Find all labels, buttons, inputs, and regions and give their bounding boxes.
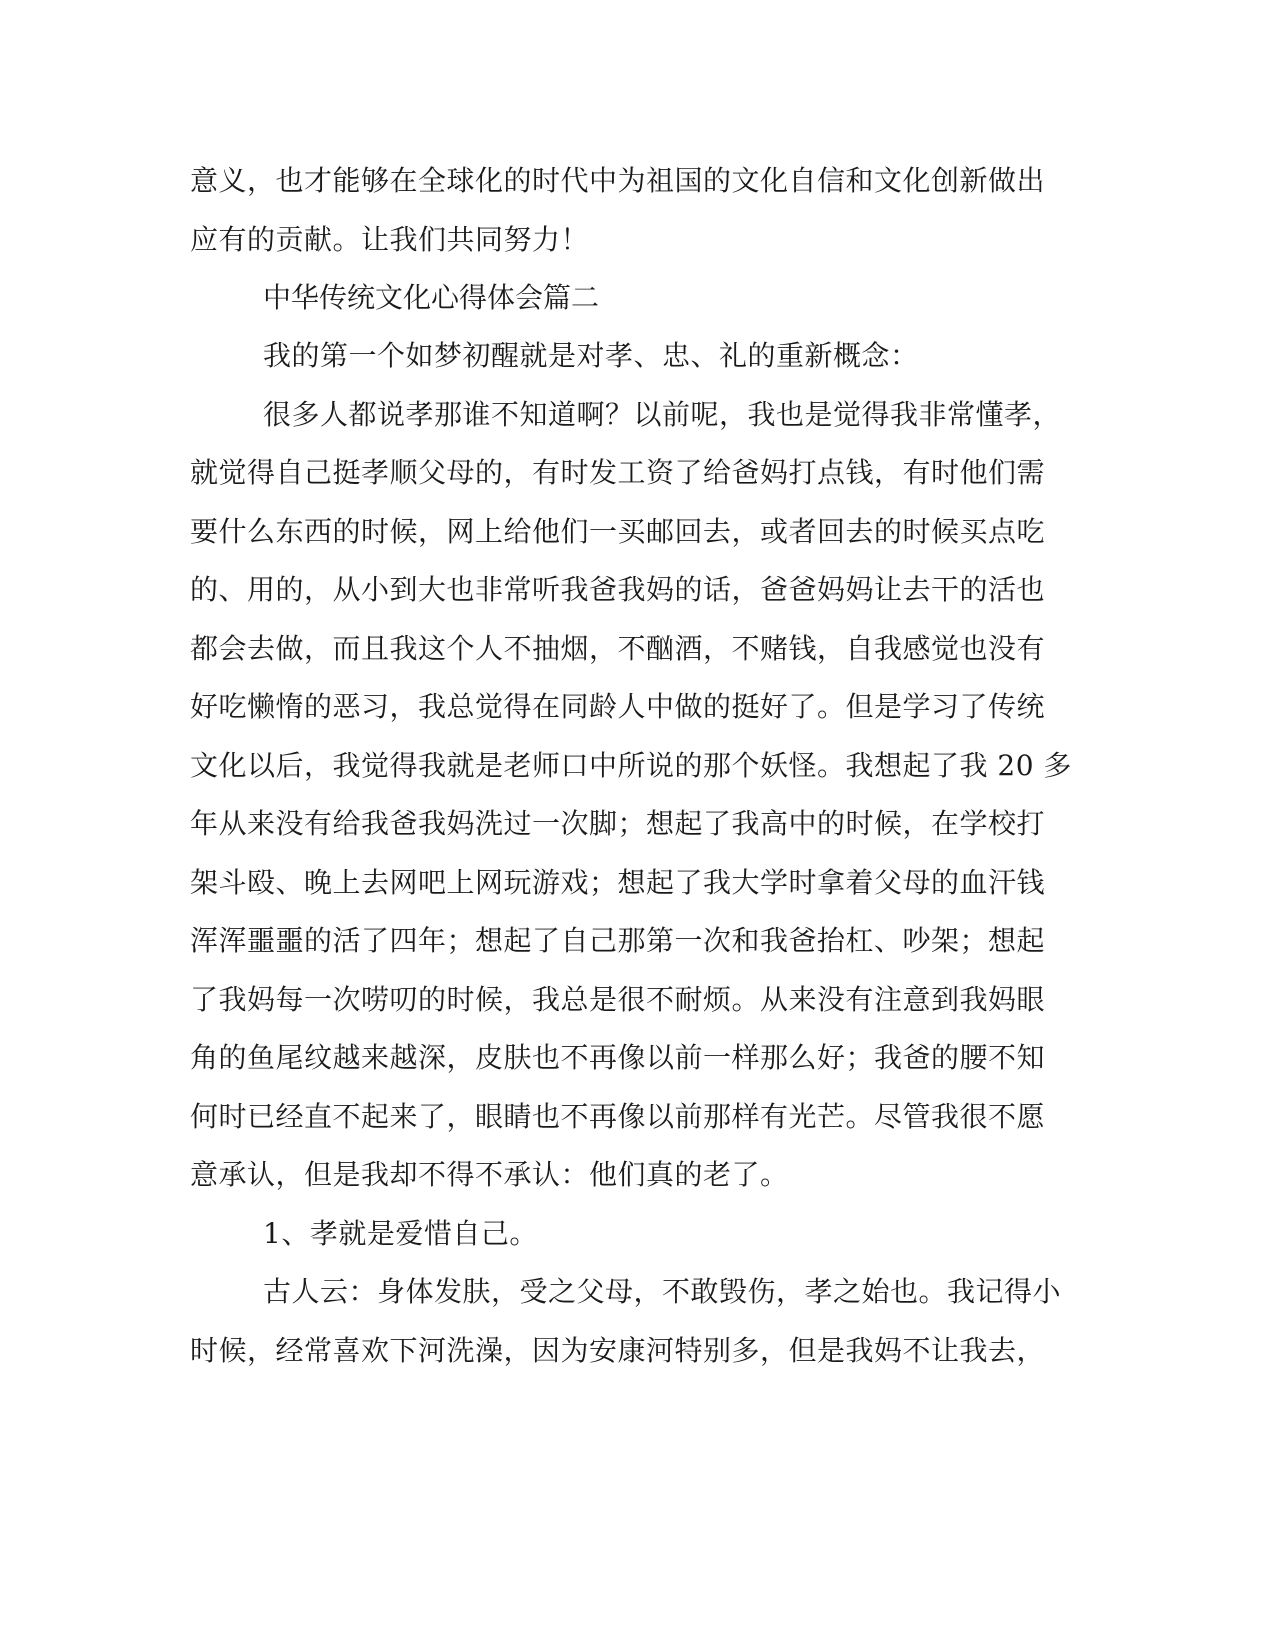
paragraph-line: 浑浑噩噩的活了四年；想起了自己那第一次和我爸抬杠、吵架；想起: [190, 924, 1046, 957]
paragraph-line: 架斗殴、晚上去网吧上网玩游戏；想起了我大学时拿着父母的血汗钱: [190, 866, 1046, 899]
paragraph-line: 年从来没有给我爸我妈洗过一次脚；想起了我高中的时候，在学校打: [190, 807, 1046, 840]
paragraph-line: 古人云：身体发肤，受之父母，不敢毁伤，孝之始也。我记得小: [263, 1275, 1062, 1308]
paragraph-line: 我的第一个如梦初醒就是对孝、忠、礼的重新概念：: [263, 339, 919, 372]
paragraph-line: 好吃懒惰的恶习，我总觉得在同龄人中做的挺好了。但是学习了传统: [190, 690, 1046, 723]
paragraph-line: 就觉得自己挺孝顺父母的，有时发工资了给爸妈打点钱，有时他们需: [190, 456, 1046, 489]
paragraph-line: 很多人都说孝那谁不知道啊？以前呢，我也是觉得我非常懂孝，: [263, 398, 1062, 431]
paragraph-line: 要什么东西的时候，网上给他们一买邮回去，或者回去的时候买点吃: [190, 515, 1046, 548]
section-heading: 中华传统文化心得体会篇二: [263, 281, 600, 314]
paragraph-line: 意义，也才能够在全球化的时代中为祖国的文化自信和文化创新做出: [190, 164, 1046, 197]
paragraph-line: 的、用的，从小到大也非常听我爸我妈的话，爸爸妈妈让去干的活也: [190, 573, 1046, 606]
paragraph-line: 何时已经直不起来了，眼睛也不再像以前那样有光芒。尽管我很不愿: [190, 1100, 1046, 1133]
paragraph-line: 了我妈每一次唠叨的时候，我总是很不耐烦。从来没有注意到我妈眼: [190, 983, 1046, 1016]
paragraph-line: 时候，经常喜欢下河洗澡，因为安康河特别多，但是我妈不让我去，: [190, 1334, 1046, 1367]
list-item-heading: 1、孝就是爱惜自己。: [263, 1217, 538, 1250]
paragraph-line: 角的鱼尾纹越来越深，皮肤也不再像以前一样那么好；我爸的腰不知: [190, 1041, 1046, 1074]
paragraph-line: 应有的贡献。让我们共同努力！: [190, 223, 590, 256]
paragraph-line: 意承认，但是我却不得不承认：他们真的老了。: [190, 1158, 789, 1191]
paragraph-line: 文化以后，我觉得我就是老师口中所说的那个妖怪。我想起了我 20 多: [190, 749, 1072, 782]
paragraph-line: 都会去做，而且我这个人不抽烟，不酗酒，不赌钱，自我感觉也没有: [190, 632, 1046, 665]
